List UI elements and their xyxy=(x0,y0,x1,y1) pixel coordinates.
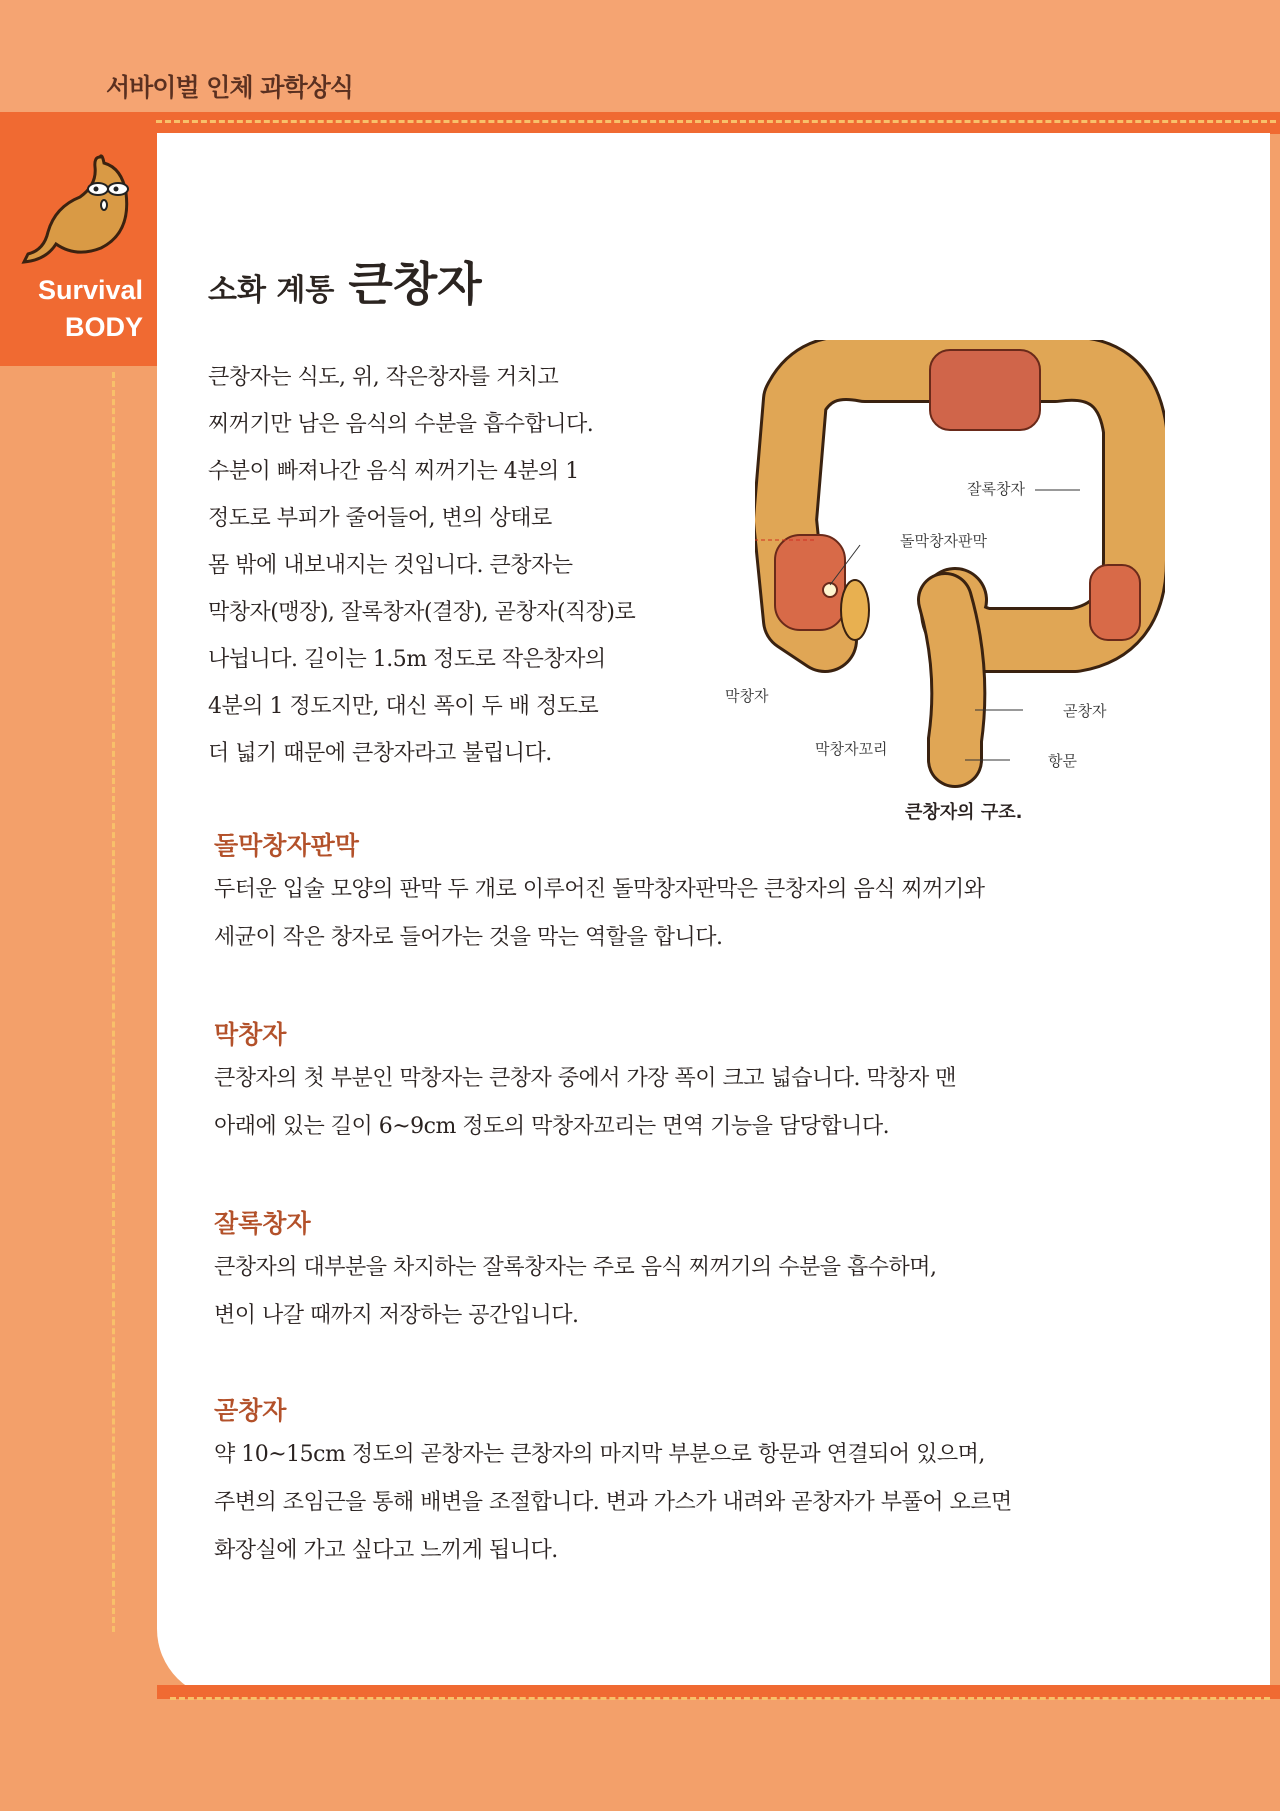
series-title: 서바이벌 인체 과학상식 xyxy=(106,73,353,102)
intro-line: 몸 밖에 내보내지는 것입니다. 큰창자는 xyxy=(208,553,573,578)
intro-line: 큰창자는 식도, 위, 작은창자를 거치고 xyxy=(208,365,559,390)
section-line: 두터운 입술 모양의 판막 두 개로 이루어진 돌막창자판막은 큰창자의 음식 찌꺼기와 xyxy=(214,877,985,902)
page-title xyxy=(208,248,482,314)
section-line: 아래에 있는 길이 6~9cm 정도의 막창자꼬리는 면역 기능을 담당합니다. xyxy=(214,1114,890,1139)
label-cecum: 막창자 xyxy=(725,687,769,705)
intro-line: 더 넓기 때문에 큰창자라고 불립니다. xyxy=(208,741,552,766)
section-line: 화장실에 가고 싶다고 느끼게 됩니다. xyxy=(214,1538,558,1563)
intro-line: 4분의 1 정도지만, 대신 폭이 두 배 정도로 xyxy=(208,694,599,719)
badge-line2: BODY xyxy=(64,312,143,342)
intro-line: 수분이 빠져나간 음식 찌꺼기는 4분의 1 xyxy=(208,459,579,484)
dashed-divider xyxy=(112,372,115,1632)
dashed-divider xyxy=(170,1697,1270,1700)
intro-line: 찌꺼기만 남은 음식의 수분을 흡수합니다. xyxy=(208,412,594,437)
intro-line: 막창자(맹장), 잘록창자(결장), 곧창자(직장)로 xyxy=(208,600,636,625)
stomach-mascot-icon xyxy=(20,147,150,277)
title-category: 소화 계통 xyxy=(208,273,335,308)
survival-body-badge xyxy=(0,112,157,366)
intro-line: 나뉩니다. 길이는 1.5m 정도로 작은창자의 xyxy=(208,647,606,672)
diagram-caption: 큰창자의 구조. xyxy=(905,802,1023,823)
label-colon: 잘록창자 xyxy=(967,480,1025,498)
label-rectum: 곧창자 xyxy=(1063,702,1107,720)
title-topic: 큰창자 xyxy=(348,257,482,311)
label-valve: 돌막창자판막 xyxy=(900,532,987,550)
large-intestine-diagram xyxy=(725,340,1165,810)
section-cecum xyxy=(214,1015,1214,1151)
header-band xyxy=(0,112,1280,134)
badge-line1: Survival xyxy=(37,275,143,305)
section-heading: 막창자 xyxy=(214,1020,287,1049)
section-heading: 잘록창자 xyxy=(214,1209,311,1238)
section-ileocecal-valve xyxy=(214,826,1214,962)
section-line: 세균이 작은 창자로 들어가는 것을 막는 역할을 합니다. xyxy=(214,925,723,950)
section-heading: 돌막창자판막 xyxy=(214,831,359,860)
section-line: 변이 나갈 때까지 저장하는 공간입니다. xyxy=(214,1303,579,1328)
intro-paragraph xyxy=(208,354,748,777)
section-line: 주변의 조임근을 통해 배변을 조절합니다. 변과 가스가 내려와 곧창자가 부풀어 오르면 xyxy=(214,1490,1012,1515)
section-line: 약 10~15cm 정도의 곧창자는 큰창자의 마지막 부분으로 항문과 연결되어 있으며, xyxy=(214,1442,985,1467)
label-appendix: 막창자꼬리 xyxy=(815,740,888,758)
section-rectum xyxy=(214,1391,1214,1575)
intro-line: 정도로 부피가 줄어들어, 변의 상태로 xyxy=(208,506,552,531)
section-heading: 곧창자 xyxy=(214,1396,287,1425)
section-line: 큰창자의 첫 부분인 막창자는 큰창자 중에서 가장 폭이 크고 넓습니다. 막창자 맨 xyxy=(214,1066,956,1091)
dashed-divider xyxy=(156,120,1276,123)
section-colon xyxy=(214,1204,1214,1340)
label-anus: 항문 xyxy=(1048,752,1077,770)
section-line: 큰창자의 대부분을 차지하는 잘록창자는 주로 음식 찌꺼기의 수분을 흡수하며, xyxy=(214,1255,937,1280)
